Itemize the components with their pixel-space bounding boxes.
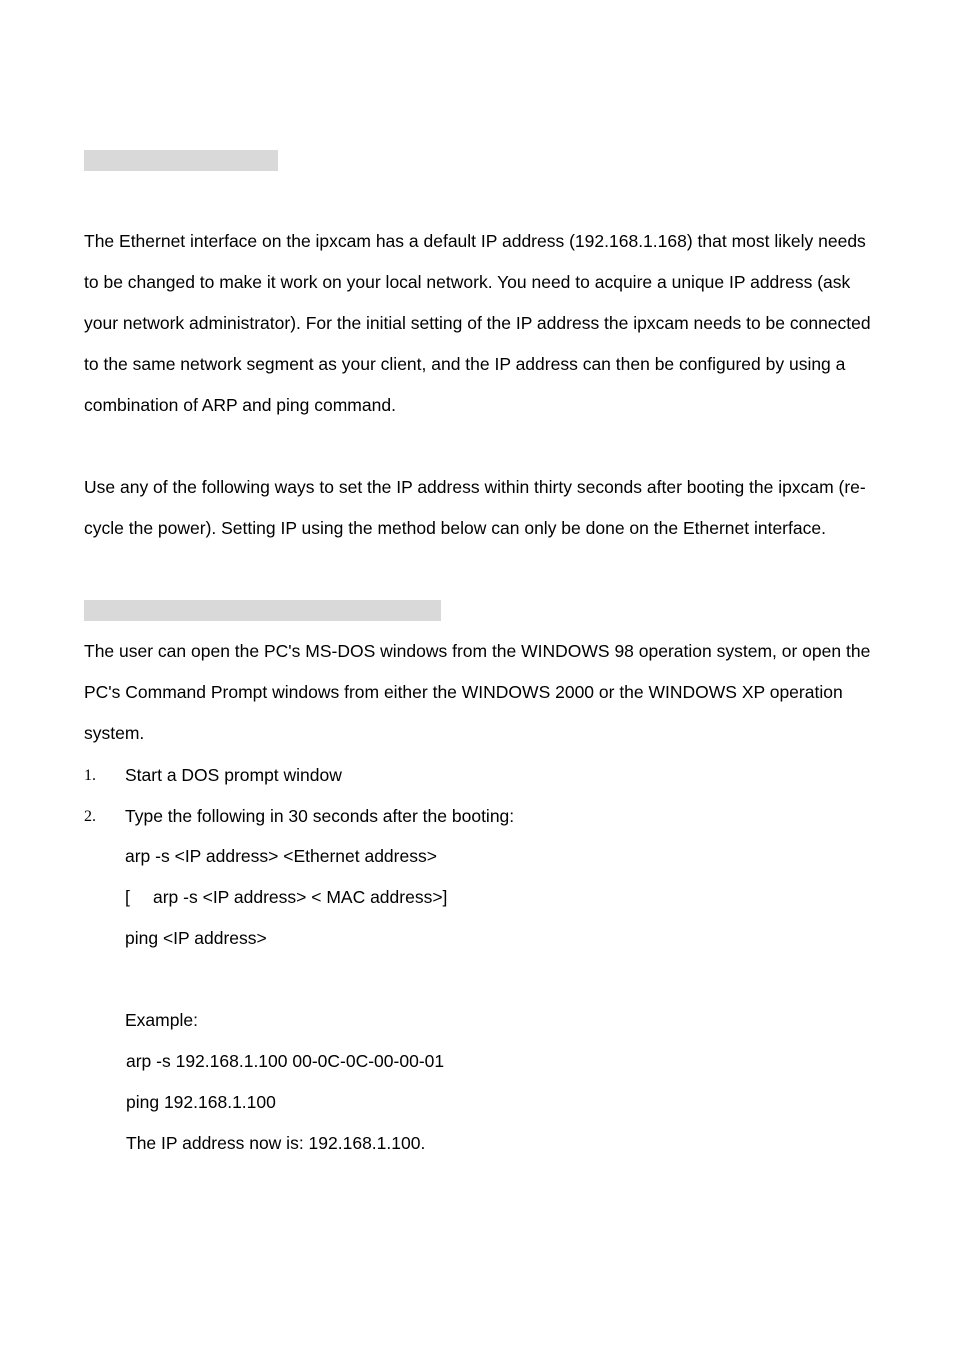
arp-alt-command: arp -s <IP address> < MAC address>] xyxy=(153,887,448,907)
arp-command: arp -s <IP address> <Ethernet address> xyxy=(125,846,437,866)
dos-prompt-paragraph: The user can open the PC's MS-DOS windows from the WINDOWS 98 operation system, or open the PC's Command Prompt windows from either the WINDOWS 2000 or the WINDOWS XP operation system. xyxy=(84,641,871,743)
ping-command: ping <IP address> xyxy=(125,928,267,948)
instructions-paragraph: Use any of the following ways to set the IP address within thirty seconds after booting the ipxcam (re-cycle the power). Setting IP using the method below can only be done on the Ethernet interface. xyxy=(84,477,866,538)
section-heading-bar xyxy=(84,150,278,171)
example-result: The IP address now is: 192.168.1.100. xyxy=(126,1133,426,1153)
step-number: 1. xyxy=(84,767,96,784)
example-arp-command: arp -s 192.168.1.100 00-0C-0C-00-00-01 xyxy=(126,1051,445,1071)
step-text: Start a DOS prompt window xyxy=(125,765,342,785)
example-ping-command: ping 192.168.1.100 xyxy=(126,1092,276,1112)
step-text: Type the following in 30 seconds after the booting: xyxy=(125,806,515,826)
subsection-heading-bar xyxy=(84,600,441,621)
arp-alt-bracket: [ xyxy=(125,887,130,907)
step-number: 2. xyxy=(84,808,96,825)
intro-paragraph: The Ethernet interface on the ipxcam has a default IP address (192.168.1.168) that most likely needs to be changed to make it work on your local network. You need to acquire a unique IP address (ask your network administrator). For the initial setting of the IP address the ipxcam needs to be connected to the same network segment as your client, and the IP address can then be configured by using a combination of ARP and ping command. xyxy=(84,231,871,415)
example-label: Example: xyxy=(125,1010,198,1030)
